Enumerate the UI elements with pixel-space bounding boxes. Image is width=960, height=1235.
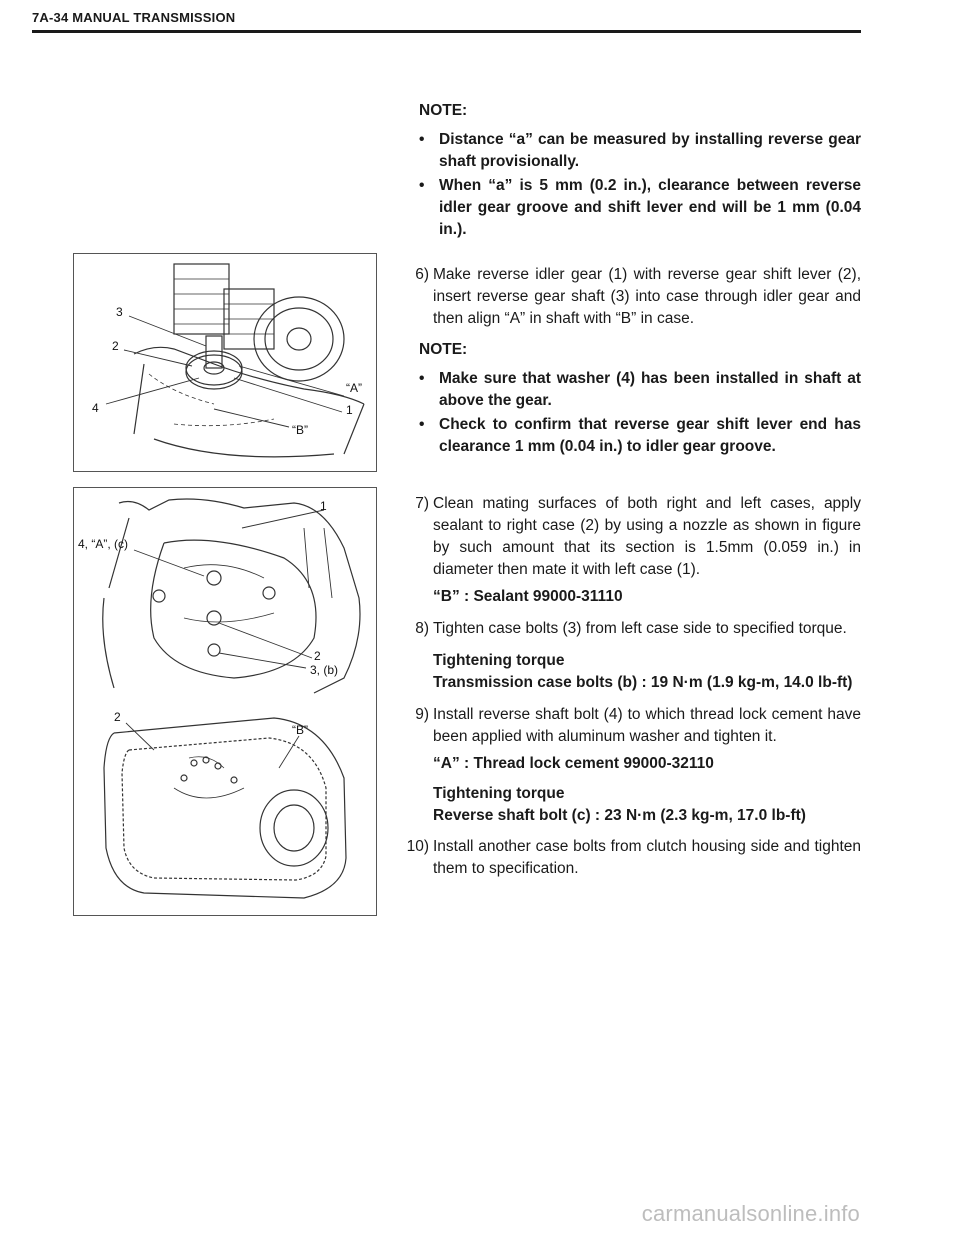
header-rule (32, 30, 861, 33)
step-10 (385, 836, 861, 880)
torque-heading: Tightening torque (433, 652, 565, 669)
torque-value: Transmission case bolts (b) : 19 N·m (1.9 kg-m, 14.0 lb-ft) (433, 674, 853, 691)
step-7 (385, 493, 861, 581)
torque-value: Reverse shaft bolt (c) : 23 N·m (2.3 kg-m, 17.0 lb-ft) (433, 807, 806, 824)
page-header: 7A-34 MANUAL TRANSMISSION (32, 10, 236, 25)
threadlock-spec: “A” : Thread lock cement 99000-32110 (433, 755, 714, 772)
figure1-label-2: 2 (112, 339, 119, 353)
step-9 (385, 704, 861, 748)
step-number: 7) (415, 495, 429, 512)
note-label: NOTE: (419, 102, 468, 119)
note-item: • Make sure that washer (4) has been installed in shaft at above the gear. (419, 368, 861, 412)
watermark: carmanualsonline.info (641, 1201, 860, 1226)
step-text: Make reverse idler gear (1) with reverse gear shift lever (2), insert reverse gear shaft (3) into case through idler gear and then align “A” in shaft with “B” in case. (433, 266, 861, 327)
step-number: 8) (415, 620, 429, 637)
step-text: Install another case bolts from clutch housing side and tighten them to specification. (433, 838, 861, 877)
figure-case-assembly (73, 487, 377, 916)
torque-spec-reverse-shaft-bolt (433, 783, 861, 827)
step-number: 10) (406, 838, 429, 855)
case-bolts-illustration (74, 488, 376, 915)
figure-reverse-idler-gear (73, 253, 377, 472)
figure3-label-B: “B” (292, 723, 308, 737)
figure1-label-B: “B” (292, 423, 308, 437)
step-number: 9) (415, 706, 429, 723)
note-item: • Distance “a” can be measured by installing reverse gear shaft provisionally. (419, 129, 861, 173)
step-text: Install reverse shaft bolt (4) to which thread lock cement have been applied with aluminum washer and tighten it. (433, 706, 861, 745)
step-6 (385, 264, 861, 330)
figure3-label-2: 2 (114, 710, 121, 724)
reverse-idler-gear-illustration (74, 254, 376, 471)
figure1-label-1: 1 (346, 403, 353, 417)
figure2-label-3b: 3, (b) (310, 663, 339, 677)
note-block-2 (419, 339, 861, 460)
torque-heading: Tightening torque (433, 785, 565, 802)
step-text: Tighten case bolts (3) from left case side to specified torque. (433, 620, 847, 637)
figure1-label-4: 4 (92, 401, 99, 415)
note-list (419, 368, 861, 458)
note-list (419, 129, 861, 241)
figure2-label-2: 2 (314, 649, 321, 663)
sealant-spec: “B” : Sealant 99000-31110 (433, 588, 623, 605)
note-block-1 (419, 100, 861, 243)
figure1-label-A: “A” (346, 381, 362, 395)
step-number: 6) (415, 266, 429, 283)
note-label: NOTE: (419, 341, 468, 358)
figure2-label-4Ac: 4, “A”, (c) (78, 537, 128, 551)
step-8 (385, 618, 861, 640)
figure1-label-3: 3 (116, 305, 123, 319)
figure2-label-1: 1 (320, 499, 327, 513)
note-item: • When “a” is 5 mm (0.2 in.), clearance between reverse idler gear groove and shift lever end will be 1 mm (0.04 in.). (419, 175, 861, 241)
step-text: Clean mating surfaces of both right and left cases, apply sealant to right case (2) by using a nozzle as shown in figure by such amount that its section is 1.5mm (0.059 in.) in diameter then mate it with left case (1). (433, 495, 861, 578)
note-item: • Check to confirm that reverse gear shift lever end has clearance 1 mm (0.04 in.) to idler gear groove. (419, 414, 861, 458)
torque-spec-case-bolts (433, 650, 861, 694)
